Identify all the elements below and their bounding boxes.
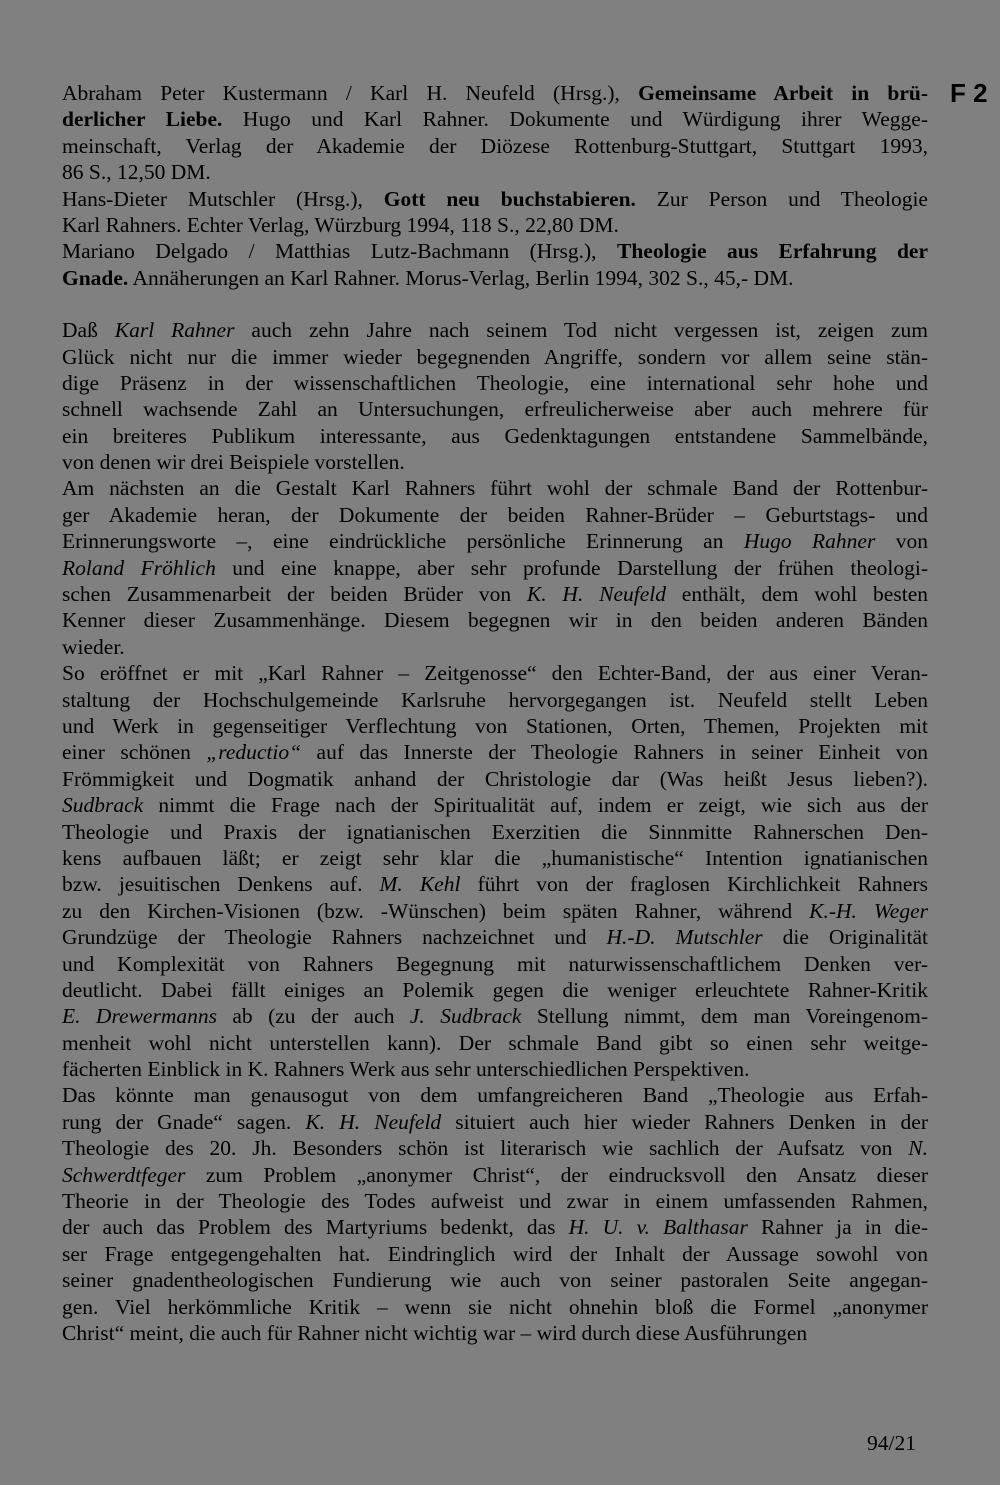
text-line [62,396,928,422]
book-title: Theologie aus Erfahrung der [616,239,928,264]
emphasized-name: E. Drewermanns [62,1004,217,1029]
text-line [62,1109,928,1135]
text-segment: seiner gnadentheologischen Fundierung wie auch von seiner pastoralen Seite angegan- [62,1268,928,1293]
text-segment: So eröffnet er mit „Karl Rahner – Zeitgenosse“ den Echter-Band, der aus einer Veran- [62,661,928,686]
text-segment: 86 S., 12,50 DM. [62,160,211,185]
text-segment: zu den Kirchen-Visionen (bzw. -Wünschen) beim späten Rahner, während [62,898,810,923]
text-line [62,687,928,713]
text-segment: nimmt die Frage nach der Spiritualität auf, indem er zeigt, wie sich aus der [143,793,928,818]
text-segment: der auch das Problem des Martyriums bedenkt, das [62,1215,569,1240]
emphasized-name: K.-H. Weger [809,898,928,923]
text-line [62,344,928,370]
text-line [62,106,928,132]
text-line [62,660,928,686]
text-line [62,370,928,396]
emphasized-name: K. H. Neufeld [526,582,666,607]
emphasized-name: N. [908,1136,928,1161]
text-line [62,212,928,238]
text-segment: menheit wohl nicht unterstellen kann). Der schmale Band gibt so einen sehr weitge- [62,1030,928,1055]
text-segment: ser Frage entgegengehalten hat. Eindringlich wird der Inhalt der Aussage sowohl von [62,1241,928,1266]
emphasized-name: Schwerdtfeger [62,1162,186,1187]
text-line [62,1188,928,1214]
text-line [62,1003,928,1029]
text-line [62,819,928,845]
bibliographic-references [62,80,928,291]
text-segment: einer schönen [62,740,207,765]
text-line [62,502,928,528]
text-segment: von denen wir drei Beispiele vorstellen. [62,450,405,475]
text-segment: Hans-Dieter Mutschler (Hrsg.), [62,186,384,211]
reference-entry [62,80,928,186]
reference-entry [62,186,928,239]
text-line [62,186,928,212]
emphasized-name: H.-D. Mutschler [606,925,763,950]
text-segment: auf das Innerste der Theologie Rahners in seiner Einheit von [301,740,928,765]
emphasized-name: „reductio“ [206,740,302,765]
text-segment: situiert auch hier wieder Rahners Denken in der [441,1109,928,1134]
text-segment: Rahner ja in die- [747,1215,928,1240]
book-title: Gemeinsame Arbeit in brü- [638,81,928,105]
text-line [62,792,928,818]
text-segment: von [875,529,928,554]
text-segment: und Werk in gegenseitiger Verflechtung von Stationen, Orten, Themen, Projekten mit [62,713,928,738]
text-line [62,713,928,739]
text-segment: Frömmigkeit und Dogmatik anhand der Christologie dar (Was heißt Jesus lieben?). [62,766,928,791]
text-segment: enthält, dem wohl besten [665,582,928,607]
text-line [62,1214,928,1240]
text-segment: Stellung nimmt, dem man Voreingenom- [521,1004,928,1029]
book-title: derlicher Liebe. [62,107,223,132]
text-segment: gen. Viel herkömmliche Kritik – wenn sie nicht ohnehin bloß die Formel „anonymer [62,1294,928,1319]
reference-entry [62,238,928,291]
text-segment: fächerten Einblick in K. Rahners Werk aus sehr unterschiedlichen Perspektiven. [62,1057,750,1082]
text-line [62,1135,928,1161]
text-line [62,898,928,924]
text-line [62,1030,928,1056]
text-segment: Theorie in der Theologie des Todes aufweist und zwar in einem umfassenden Rahmen, [62,1189,928,1214]
book-title: Gott neu buchstabieren. [383,186,636,211]
text-segment: ab (zu der auch [216,1004,410,1029]
text-line [62,528,928,554]
text-segment: Glück nicht nur die immer wieder begegnenden Angriffe, sondern vor allem seine stän- [62,344,928,369]
text-line [62,951,928,977]
text-segment: Am nächsten an die Gestalt Karl Rahners führt wohl der schmale Band der Rottenbur- [62,476,928,501]
text-line [62,133,928,159]
text-segment: und eine knappe, aber sehr profunde Darstellung der frühen theologi- [215,555,928,580]
emphasized-name: Sudbrack [62,793,144,818]
text-line [62,159,928,185]
book-title: Gnade. [62,265,129,290]
text-line [62,845,928,871]
text-line [62,924,928,950]
text-segment: bzw. jesuitischen Denkens auf. [62,872,380,897]
text-segment: Erinnerungsworte –, eine eindrückliche persönliche Erinnerung an [62,529,744,554]
page-code: F 2 [950,78,988,108]
text-segment: Annäherungen an Karl Rahner. Morus-Verlag, Berlin 1994, 302 S., 45,- DM. [128,265,794,290]
page-number: 94/21 [867,1431,916,1455]
text-segment: dige Präsenz in der wissenschaftlichen Theologie, eine international sehr hohe und [62,370,928,395]
text-segment: auch zehn Jahre nach seinem Tod nicht vergessen ist, zeigen zum [234,318,928,343]
emphasized-name: H. U. v. Balthasar [568,1215,748,1240]
section-gap [62,291,928,317]
emphasized-name: Roland Fröhlich [62,555,216,580]
text-segment: Karl Rahners. Echter Verlag, Würzburg 1994, 118 S., 22,80 DM. [62,212,619,237]
text-segment: schnell wachsende Zahl an Untersuchungen, erfreulicherweise aber auch mehrere für [62,397,928,422]
emphasized-name: Karl Rahner [114,318,235,343]
text-segment: Grundzüge der Theologie Rahners nachzeichnet und [62,925,607,950]
emphasized-name: Hugo Rahner [743,529,876,554]
text-line [62,1320,928,1346]
text-line [62,317,928,343]
text-line [62,555,928,581]
text-line [62,475,928,501]
paragraph [62,660,928,1082]
document-body [62,80,928,1346]
text-segment: die Originalität [762,925,928,950]
text-line [62,1056,928,1082]
text-segment: Theologie des 20. Jh. Besonders schön ist literarisch wie sachlich der Aufsatz von [62,1136,909,1161]
text-segment: deutlicht. Dabei fällt einiges an Polemik gegen die weniger erleuchtete Rahner-Kritik [62,977,928,1002]
text-line [62,1241,928,1267]
text-segment: und Komplexität von Rahners Begegnung mit naturwissenschaftlichem Denken ver- [62,951,928,976]
text-segment: rung der Gnade“ sagen. [62,1109,306,1134]
text-segment: Zur Person und Theologie [635,186,928,211]
text-segment: führt von der fraglosen Kirchlichkeit Rahners [460,872,928,897]
text-segment: Kenner dieser Zusammenhänge. Diesem begegnen wir in den beiden anderen Bänden [62,608,928,633]
text-segment: zum Problem „anonymer Christ“, der eindrucksvoll den Ansatz dieser [185,1162,928,1187]
text-segment: Hugo und Karl Rahner. Dokumente und Würdigung ihrer Wegge- [222,107,928,132]
text-segment: Abraham Peter Kustermann / Karl H. Neufeld (Hrsg.), [62,81,639,105]
text-line [62,634,928,660]
paragraph [62,1082,928,1346]
text-segment: ger Akademie heran, der Dokumente der beiden Rahner-Brüder – Geburtstags- und [62,502,928,527]
emphasized-name: K. H. Neufeld [305,1109,442,1134]
text-line [62,1162,928,1188]
text-line [62,977,928,1003]
paragraph [62,317,928,475]
text-line [62,1294,928,1320]
review-text [62,317,928,1346]
text-segment: Theologie und Praxis der ignatianischen Exerzitien die Sinnmitte Rahnerschen Den- [62,819,928,844]
text-line [62,423,928,449]
text-segment: wieder. [62,634,125,659]
paragraph [62,475,928,660]
text-line [62,739,928,765]
text-segment: Das könnte man genausogut von dem umfangreicheren Band „Theologie aus Erfah- [62,1083,928,1108]
text-line [62,1082,928,1108]
text-line [62,766,928,792]
text-line [62,581,928,607]
text-line [62,871,928,897]
text-line [62,80,928,106]
text-line [62,238,928,264]
emphasized-name: M. Kehl [379,872,461,897]
text-line [62,265,928,291]
text-line [62,607,928,633]
text-segment: schen Zusammenarbeit der beiden Brüder von [62,582,527,607]
text-segment: meinschaft, Verlag der Akademie der Diözese Rottenburg-Stuttgart, Stuttgart 1993, [62,133,928,158]
text-segment: Christ“ meint, die auch für Rahner nicht wichtig war – wird durch diese Ausführungen [62,1320,808,1345]
emphasized-name: J. Sudbrack [409,1004,522,1029]
text-segment: Daß [62,318,115,343]
text-segment: Mariano Delgado / Matthias Lutz-Bachmann (Hrsg.), [62,239,617,264]
text-line [62,449,928,475]
text-segment: kens aufbauen läßt; er zeigt sehr klar die „humanistische“ Intention ignatianischen [62,845,928,870]
text-segment: ein breiteres Publikum interessante, aus Gedenktagungen entstandene Sammelbände, [62,423,928,448]
text-segment: staltung der Hochschulgemeinde Karlsruhe hervorgegangen ist. Neufeld stellt Leben [62,687,928,712]
text-line [62,1267,928,1293]
